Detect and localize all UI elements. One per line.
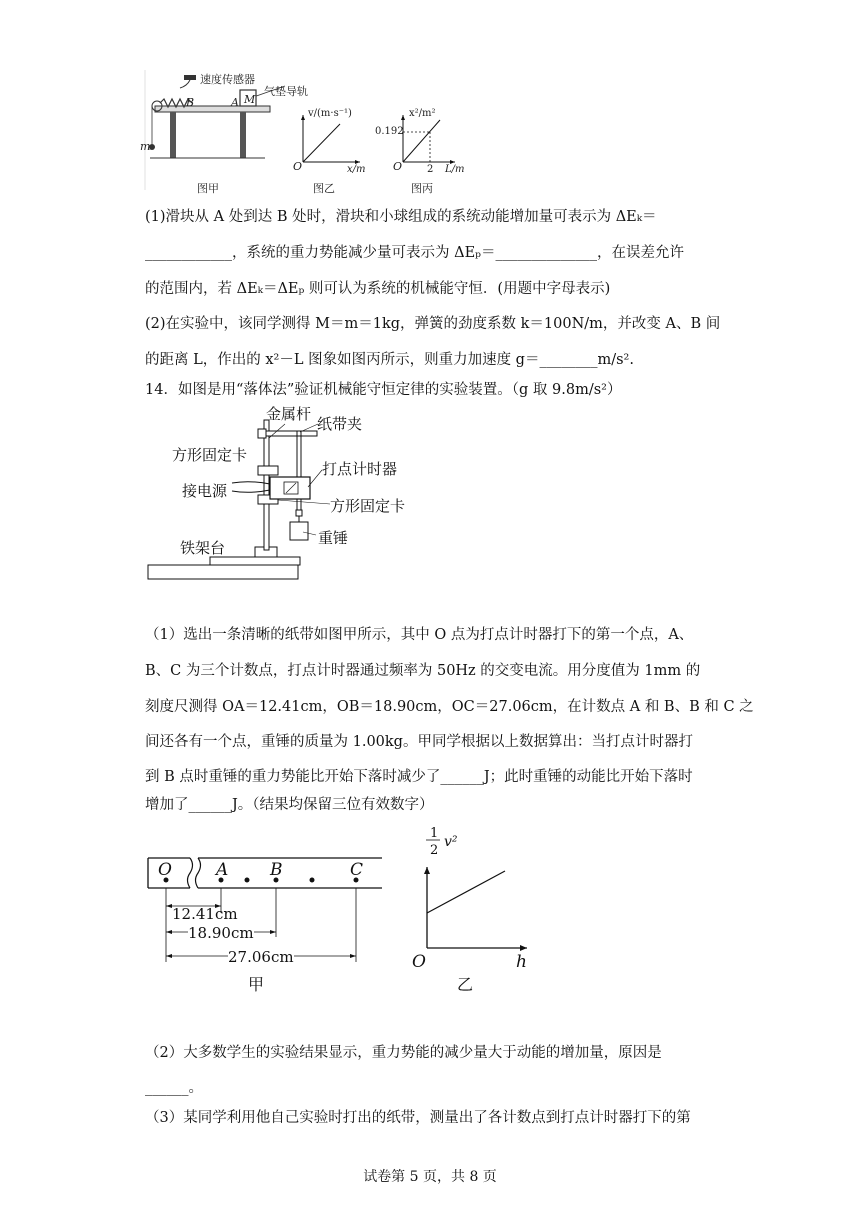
graph-y-num: 1 [430,826,439,841]
block-m-label: M [244,93,256,106]
tape-label-o: O [158,860,172,880]
caption-yi-top: 图乙 [313,182,335,195]
graph-x-label: h [516,952,527,972]
q14-p3-line1: （3）某同学利用他自己实验时打出的纸带，测量出了各计数点到打点计时器打下的第 [145,1110,691,1126]
page-footer: 试卷第 5 页，共 8 页 [363,1169,497,1185]
graph-c-xtick: 2 [427,164,434,175]
q13-p1-line2: ____________，系统的重力势能减少量可表示为 ΔEₚ＝______________，在误差允许 [145,245,684,261]
point-b-label: B [186,96,195,109]
graph-y-var: v² [444,834,458,850]
graph-c-ytick: 0.192 [375,126,404,137]
q13-p2-line2: 的距离 L，作出的 x²－L 图象如图丙所示，则重力加速度 g＝________m/s². [145,352,634,368]
q13-p1-line1: (1)滑块从 A 处到达 B 处时，滑块和小球组成的系统动能增加量可表示为 ΔEₖ＝ [145,209,657,225]
graph-b-xlabel: x/m [347,164,366,175]
q14-title: 14．如图是用“落体法”验证机械能守恒定律的实验装置。（g 取 9.8m/s²） [145,382,622,398]
q14-p1-line6: 增加了______J。（结果均保留三位有效数字） [145,797,434,813]
dist-ob-label: 18.90cm [188,924,254,942]
caption-jia-top: 图甲 [197,182,219,195]
label-iron-stand: 铁架台 [180,539,226,557]
graph-b-ylabel: v/(m·s⁻¹) [308,108,352,119]
caption-yi: 乙 [457,975,474,994]
point-a-label: A [231,96,239,109]
tape-label-c: C [350,860,364,880]
label-card-bottom: 方形固定卡 [330,497,406,515]
graph-c-origin: O [393,160,403,173]
rail-label: 气垫导轨 [264,85,308,98]
dist-oc-label: 27.06cm [228,948,294,966]
q13-p1-line3: 的范围内，若 ΔEₖ＝ΔEₚ 则可认为系统的机械能守恒．(用题中字母表示) [145,281,611,297]
dist-oa-label: 12.41cm [172,905,238,923]
label-timer: 打点计时器 [322,460,398,478]
q14-p2-line2: ______。 [145,1080,203,1096]
tape-label-b: B [270,860,283,880]
q14-p1-line1: （1）选出一条清晰的纸带如图甲所示，其中 O 点为打点计时器打下的第一个点，A、 [145,627,694,643]
graph-c-ylabel: x²/m² [409,108,436,119]
graph-c-xlabel: L/m [445,164,465,175]
label-metal-rod: 金属杆 [266,405,312,423]
label-weight: 重锤 [318,529,349,547]
ball-m-label: m [140,140,151,153]
caption-bing-top: 图丙 [411,182,433,195]
graph-origin: O [412,952,426,972]
sensor-label: 速度传感器 [200,73,255,86]
label-tape-clip: 纸带夹 [317,415,363,433]
tape-dot-mid2 [310,878,315,883]
q14-p1-line3: 刻度尺测得 OA＝12.41cm，OB＝18.90cm，OC＝27.06cm，在计数点 A 和 B、B 和 C 之 [145,699,754,715]
tape-label-a: A [216,860,229,880]
tape-dot-mid1 [245,878,250,883]
caption-jia: 甲 [248,975,265,994]
label-card-top: 方形固定卡 [172,446,248,464]
q14-p1-line4: 间还各有一个点，重锤的质量为 1.00kg。甲同学根据以上数据算出：当打点计时器打 [145,734,693,750]
q14-p1-line5: 到 B 点时重锤的重力势能比开始下落时减少了______J；此时重锤的动能比开始下落时 [145,769,693,785]
kinetic-height-graph [424,840,527,951]
q14-p2-line1: （2）大多数学生的实验结果显示，重力势能的减少量大于动能的增加量，原因是 [145,1045,662,1061]
graph-b-origin: O [293,160,303,173]
q14-p1-line2: B、C 为三个计数点，打点计时器通过频率为 50Hz 的交变电流。用分度值为 1mm 的 [145,663,701,679]
label-power: 接电源 [182,482,228,500]
graph-y-den: 2 [430,843,439,858]
q13-p2-line1: (2)在实验中，该同学测得 M＝m＝1kg，弹簧的劲度系数 k＝100N/m，并改变 A、B 间 [145,316,721,332]
